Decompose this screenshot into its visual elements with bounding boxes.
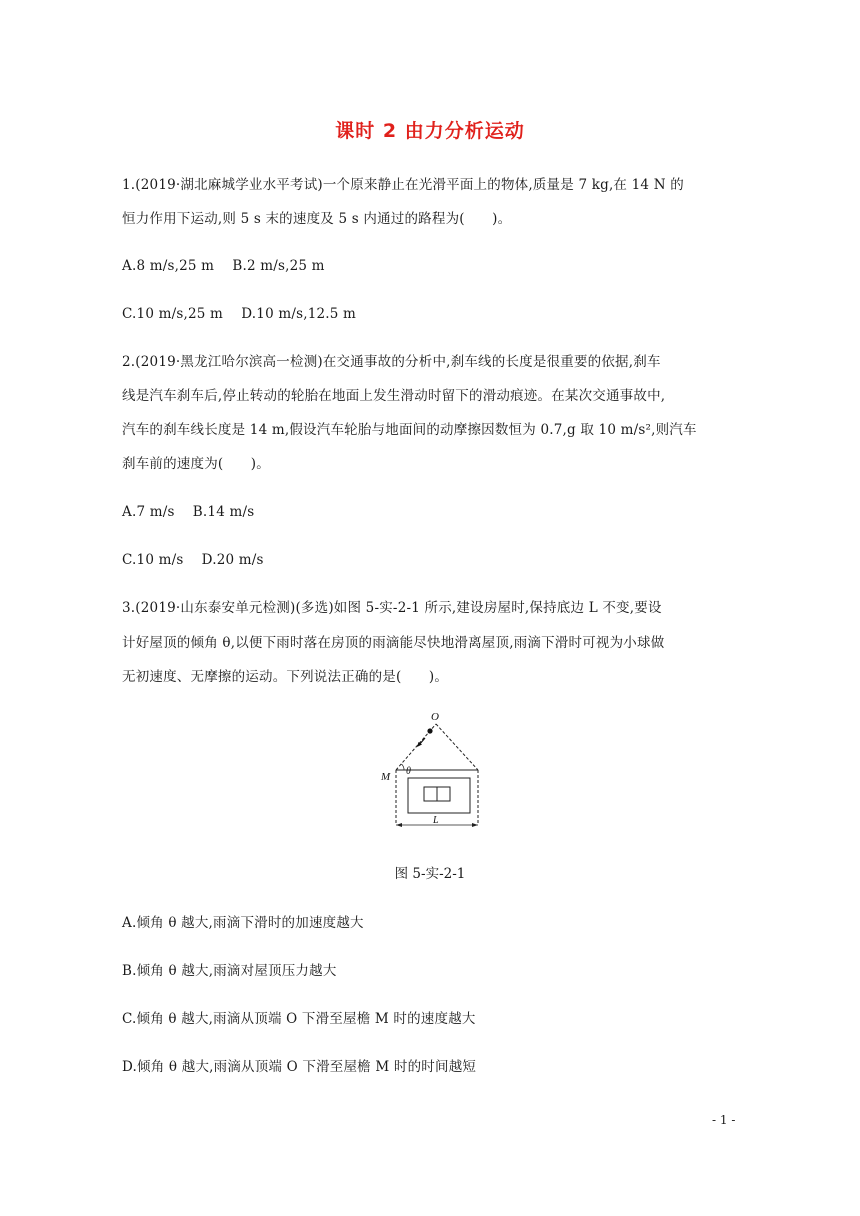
dim-arrow-right [472,823,478,827]
page-number: - 1 - [712,1113,736,1127]
q2-line-4: 刹车前的速度为( )。 [122,456,270,472]
q2-line-1: 2.(2019·黑龙江哈尔滨高一检测)在交通事故的分析中,刹车线的长度是很重要的依据,刹车 [122,354,661,370]
dim-arrow-left [396,823,402,827]
q3-option-b: B.倾角 θ 越大,雨滴对屋顶压力越大 [122,963,337,979]
label-theta: θ [406,766,411,777]
q3-line-1: 3.(2019·山东泰安单元检测)(多选)如图 5-实-2-1 所示,建设房屋时,保持底边 L 不变,要设 [122,600,662,616]
label-m: M [381,771,391,783]
q3-option-c: C.倾角 θ 越大,雨滴从顶端 O 下滑至屋檐 M 时的速度越大 [122,1011,476,1027]
q1-line-2: 恒力作用下运动,则 5 s 末的速度及 5 s 内通过的路程为( )。 [122,211,512,227]
figure-caption: 图 5-实-2-1 [394,866,466,882]
house-body [408,778,470,813]
house-roof-figure [376,708,488,832]
q1-line-1: 1.(2019·湖北麻城学业水平考试)一个原来静止在光滑平面上的物体,质量是 7 kg,在 14 N 的 [122,177,684,193]
q2-line-2: 线是汽车刹车后,停止转动的轮胎在地面上发生滑动时留下的滑动痕迹。在某次交通事故中, [122,388,666,404]
q3-line-2: 计好屋顶的倾角 θ,以便下雨时落在房顶的雨滴能尽快地滑离屋顶,雨滴下滑时可视为小球做 [122,635,665,651]
q1-options-cd: C.10 m/s,25 m D.10 m/s,12.5 m [122,306,357,322]
theta-arc [402,764,405,770]
roof-right-line [436,724,478,770]
q2-options-cd: C.10 m/s D.20 m/s [122,552,264,568]
q2-line-3: 汽车的刹车线长度是 14 m,假设汽车轮胎与地面间的动摩擦因数恒为 0.7,g 取 10 m/s²,则汽车 [122,422,697,438]
raindrop-ball [427,728,432,733]
label-l: L [433,815,439,826]
label-o: O [431,711,439,723]
q1-options-ab: A.8 m/s,25 m B.2 m/s,25 m [122,258,325,274]
q3-line-3: 无初速度、无摩擦的运动。下列说法正确的是( )。 [122,669,449,685]
q3-option-d: D.倾角 θ 越大,雨滴从顶端 O 下滑至屋檐 M 时的时间越短 [122,1059,477,1075]
page-title: 课时 2 由力分析运动 [335,120,525,142]
q3-option-a: A.倾角 θ 越大,雨滴下滑时的加速度越大 [122,915,364,931]
q2-options-ab: A.7 m/s B.14 m/s [122,504,255,520]
